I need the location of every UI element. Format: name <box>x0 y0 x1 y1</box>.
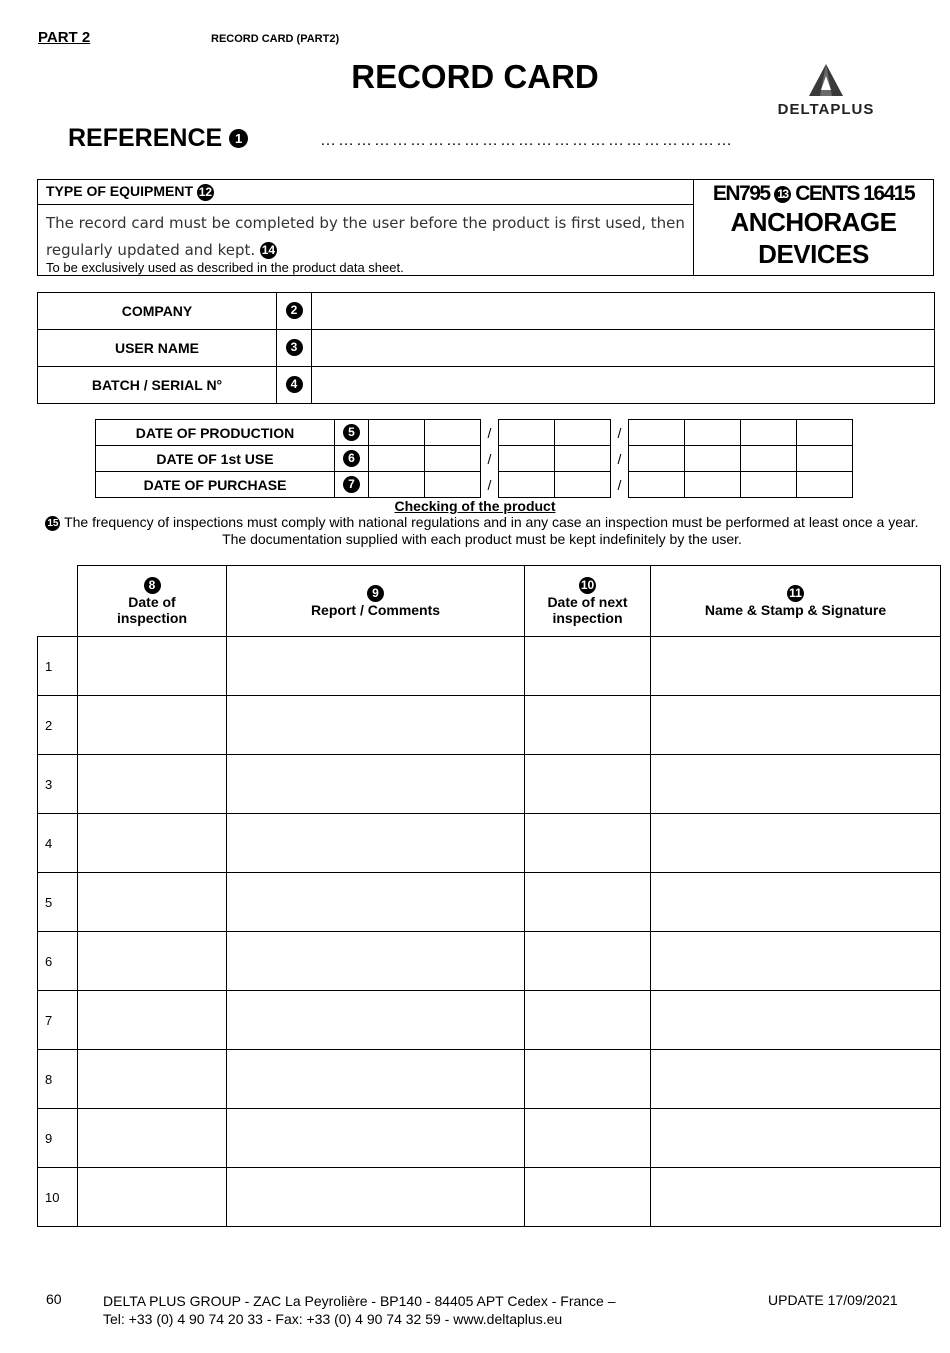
inspection-date-cell[interactable] <box>78 873 227 932</box>
name-stamp-signature-cell[interactable] <box>651 814 941 873</box>
date-digit-cell[interactable] <box>499 420 555 446</box>
next-inspection-date-cell[interactable] <box>525 873 651 932</box>
inspection-frequency-note <box>42 514 922 547</box>
inspection-row <box>38 873 941 932</box>
footer-update: UPDATE 17/09/2021 <box>768 1292 898 1308</box>
date-separator: / <box>481 420 499 446</box>
row-number: 6 <box>38 932 78 991</box>
inspection-row <box>38 1168 941 1227</box>
next-inspection-date-cell[interactable] <box>525 755 651 814</box>
date-separator: / <box>611 472 629 498</box>
date-digit-cell[interactable] <box>797 446 853 472</box>
column-date-of-inspection <box>78 566 227 637</box>
name-stamp-signature-cell[interactable] <box>651 1109 941 1168</box>
company-label: COMPANY <box>38 293 277 330</box>
next-inspection-date-cell[interactable] <box>525 1168 651 1227</box>
name-stamp-signature-cell[interactable] <box>651 1168 941 1227</box>
equipment-info <box>38 180 694 275</box>
user-name-field[interactable] <box>312 330 935 367</box>
marker-14-icon: 14 <box>261 243 276 257</box>
inspection-date-cell[interactable] <box>78 991 227 1050</box>
marker-7-icon: 7 <box>343 476 360 493</box>
inspection-date-cell[interactable] <box>78 1050 227 1109</box>
inspection-date-cell[interactable] <box>78 932 227 991</box>
name-stamp-signature-cell[interactable] <box>651 696 941 755</box>
next-inspection-date-cell[interactable] <box>525 814 651 873</box>
norm-right: CENTS 16415 <box>795 182 915 205</box>
date-digit-cell[interactable] <box>555 420 611 446</box>
name-stamp-signature-cell[interactable] <box>651 932 941 991</box>
equipment-usage: To be exclusively used as described in the product data sheet. <box>46 260 404 275</box>
date-digit-cell[interactable] <box>741 472 797 498</box>
name-stamp-signature-cell[interactable] <box>651 873 941 932</box>
date-digit-cell[interactable] <box>629 446 685 472</box>
brand-name: DELTAPLUS <box>777 101 875 118</box>
date-production-row <box>96 420 853 446</box>
date-separator: / <box>481 446 499 472</box>
reference-field[interactable]: …………………………………………………………… <box>320 132 734 149</box>
report-comments-cell[interactable] <box>227 1109 525 1168</box>
column-report-comments <box>227 566 525 637</box>
column-date-of-next-inspection <box>525 566 651 637</box>
next-inspection-date-cell[interactable] <box>525 1050 651 1109</box>
row-number: 8 <box>38 1050 78 1109</box>
deltaplus-logo <box>765 62 887 118</box>
date-separator: / <box>611 420 629 446</box>
inspection-row <box>38 814 941 873</box>
date-digit-cell[interactable] <box>685 472 741 498</box>
footer-address-line1: DELTA PLUS GROUP - ZAC La Peyrolière - BP140 - 84405 APT Cedex - France – <box>103 1293 616 1309</box>
equipment-instruction-text: The record card must be completed by the user before the product is first used, then regularly updated and kept. <box>46 214 685 259</box>
company-row <box>38 293 935 330</box>
date-separator: / <box>481 472 499 498</box>
date-digit-cell[interactable] <box>425 446 481 472</box>
inspection-frequency-text: The frequency of inspections must comply with national regulations and in any case an inspection must be performed at least once a year. The documentation supplied with each product must be kept indefinitely by the user. <box>64 514 919 547</box>
marker-1-icon: 1 <box>229 129 248 148</box>
next-inspection-date-cell[interactable] <box>525 1109 651 1168</box>
inspection-row <box>38 991 941 1050</box>
inspection-row <box>38 932 941 991</box>
date-digit-cell[interactable] <box>369 420 425 446</box>
next-inspection-date-cell[interactable] <box>525 637 651 696</box>
report-comments-cell[interactable] <box>227 1050 525 1109</box>
inspection-date-cell[interactable] <box>78 1168 227 1227</box>
inspection-row <box>38 755 941 814</box>
inspection-date-cell[interactable] <box>78 637 227 696</box>
row-number: 3 <box>38 755 78 814</box>
page-number: 60 <box>46 1291 62 1307</box>
column-label: Name & Stamp & Signature <box>704 601 887 618</box>
inspection-row <box>38 637 941 696</box>
marker-11-icon: 11 <box>787 585 804 602</box>
equipment-type-header <box>38 180 693 205</box>
document-title: RECORD CARD <box>351 58 599 95</box>
report-comments-cell[interactable] <box>227 1168 525 1227</box>
date-digit-cell[interactable] <box>555 446 611 472</box>
inspection-row <box>38 1050 941 1109</box>
marker-15-icon: 15 <box>47 517 59 529</box>
device-type-line2: DEVICES <box>758 239 869 269</box>
row-number: 7 <box>38 991 78 1050</box>
date-digit-cell[interactable] <box>629 472 685 498</box>
inspection-date-cell[interactable] <box>78 755 227 814</box>
row-number: 10 <box>38 1168 78 1227</box>
date-purchase-row <box>96 472 853 498</box>
date-digit-cell[interactable] <box>685 446 741 472</box>
next-inspection-date-cell[interactable] <box>525 991 651 1050</box>
equipment-type-label: TYPE OF EQUIPMENT <box>46 183 194 199</box>
date-production-label: DATE OF PRODUCTION <box>96 420 335 446</box>
batch-serial-label: BATCH / SERIAL N° <box>38 367 277 404</box>
part-subtitle: RECORD CARD (PART2) <box>211 33 340 45</box>
column-label: Report / Comments <box>310 601 441 618</box>
name-stamp-signature-cell[interactable] <box>651 991 941 1050</box>
batch-serial-row <box>38 367 935 404</box>
date-digit-cell[interactable] <box>629 420 685 446</box>
inspection-date-cell[interactable] <box>78 696 227 755</box>
footer-address <box>103 1292 616 1328</box>
report-comments-cell[interactable] <box>227 755 525 814</box>
date-digit-cell[interactable] <box>499 472 555 498</box>
report-comments-cell[interactable] <box>227 991 525 1050</box>
row-number: 4 <box>38 814 78 873</box>
report-comments-cell[interactable] <box>227 873 525 932</box>
date-digit-cell[interactable] <box>499 446 555 472</box>
date-digit-cell[interactable] <box>369 472 425 498</box>
date-first-use-label: DATE OF 1st USE <box>96 446 335 472</box>
part-label: PART 2 <box>38 29 91 46</box>
device-type <box>694 206 933 270</box>
checking-title: Checking of the product <box>394 498 556 514</box>
date-separator: / <box>611 446 629 472</box>
date-digit-cell[interactable] <box>797 420 853 446</box>
inspection-body <box>38 637 941 1227</box>
date-purchase-label: DATE OF PURCHASE <box>96 472 335 498</box>
date-digit-cell[interactable] <box>425 472 481 498</box>
date-digit-cell[interactable] <box>369 446 425 472</box>
device-type-line1: ANCHORAGE <box>730 207 897 237</box>
date-digit-cell[interactable] <box>797 472 853 498</box>
report-comments-cell[interactable] <box>227 637 525 696</box>
row-number: 5 <box>38 873 78 932</box>
footer-address-line2: Tel: +33 (0) 4 90 74 20 33 - Fax: +33 (0) 4 90 74 32 59 - www.deltaplus.eu <box>103 1311 563 1327</box>
company-table <box>37 292 935 404</box>
equipment-box <box>37 179 934 276</box>
batch-serial-field[interactable] <box>312 367 935 404</box>
column-name-stamp-signature <box>651 566 941 637</box>
name-stamp-signature-cell[interactable] <box>651 755 941 814</box>
dates-table <box>95 419 853 498</box>
report-comments-cell[interactable] <box>227 696 525 755</box>
marker-4-icon: 4 <box>286 376 303 393</box>
equipment-instruction <box>38 205 693 264</box>
column-label: Date of next inspection <box>547 593 628 626</box>
row-number-header <box>38 566 78 637</box>
date-digit-cell[interactable] <box>685 420 741 446</box>
marker-13-icon: 13 <box>774 186 791 203</box>
inspection-date-cell[interactable] <box>78 814 227 873</box>
date-digit-cell[interactable] <box>555 472 611 498</box>
marker-3-icon: 3 <box>286 339 303 356</box>
delta-triangle-icon <box>765 62 887 98</box>
marker-8-icon: 8 <box>144 577 161 594</box>
marker-9-icon: 9 <box>367 585 384 602</box>
report-comments-cell[interactable] <box>227 932 525 991</box>
next-inspection-date-cell[interactable] <box>525 932 651 991</box>
marker-6-icon: 6 <box>343 450 360 467</box>
inspection-date-cell[interactable] <box>78 1109 227 1168</box>
date-digit-cell[interactable] <box>741 420 797 446</box>
reference-label <box>68 124 248 153</box>
row-number: 1 <box>38 637 78 696</box>
norm-left: EN795 <box>712 182 770 205</box>
row-number: 9 <box>38 1109 78 1168</box>
row-number: 2 <box>38 696 78 755</box>
inspection-row <box>38 696 941 755</box>
user-name-label: USER NAME <box>38 330 277 367</box>
norm-reference <box>694 182 933 206</box>
date-digit-cell[interactable] <box>425 420 481 446</box>
name-stamp-signature-cell[interactable] <box>651 637 941 696</box>
name-stamp-signature-cell[interactable] <box>651 1050 941 1109</box>
inspection-header-row <box>38 566 941 637</box>
inspection-row <box>38 1109 941 1168</box>
marker-2-icon: 2 <box>286 302 303 319</box>
equipment-norm <box>694 180 933 275</box>
date-first-use-row <box>96 446 853 472</box>
company-field[interactable] <box>312 293 935 330</box>
report-comments-cell[interactable] <box>227 814 525 873</box>
next-inspection-date-cell[interactable] <box>525 696 651 755</box>
reference-label-text: REFERENCE <box>68 124 223 152</box>
column-label: Date of inspection <box>116 593 187 626</box>
marker-10-icon: 10 <box>580 577 595 592</box>
user-name-row <box>38 330 935 367</box>
marker-12-icon: 12 <box>198 184 213 199</box>
marker-5-icon: 5 <box>343 424 360 441</box>
date-digit-cell[interactable] <box>741 446 797 472</box>
inspection-table <box>37 565 941 1227</box>
